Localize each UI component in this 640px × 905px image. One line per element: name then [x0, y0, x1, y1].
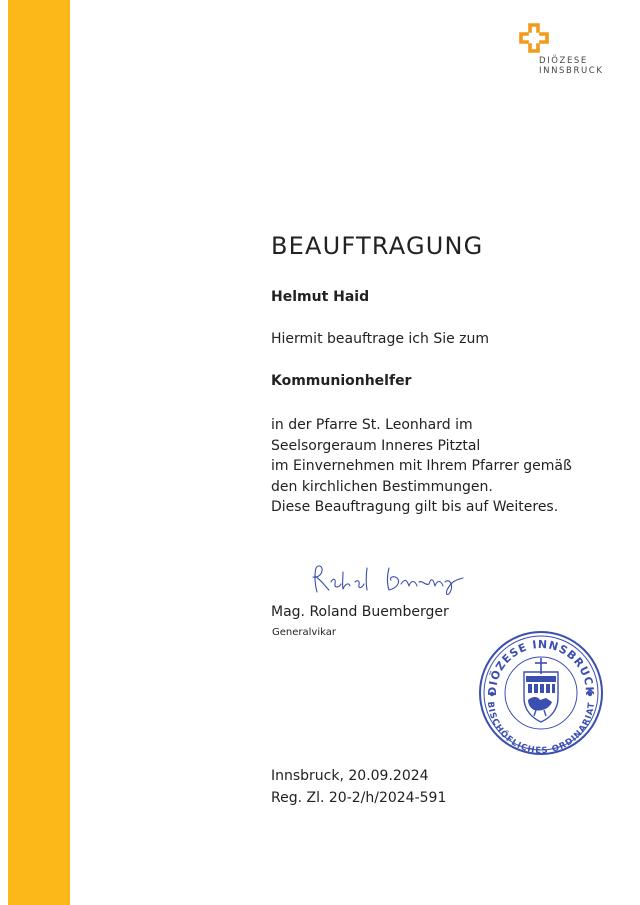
signer-name: Mag. Roland Buemberger	[271, 604, 449, 620]
body-line: in der Pfarre St. Leonhard im	[271, 417, 473, 433]
seal-coat-of-arms-icon	[524, 658, 558, 722]
body-line: den kirchlichen Bestimmungen.	[271, 478, 493, 495]
logo-text-line-1: DIÖZESE	[539, 56, 588, 66]
decorative-side-stripe	[8, 0, 70, 905]
body-text	[271, 415, 572, 518]
seal-bottom-text: BISCHÖFLICHES ORDINARIAT	[484, 701, 598, 757]
handwritten-signature	[305, 562, 485, 598]
diocese-logo	[519, 23, 609, 83]
registration-number: Reg. Zl. 20-2/h/2024-591	[271, 790, 447, 806]
place-and-date: Innsbruck, 20.09.2024	[271, 768, 429, 784]
recipient-name: Helmut Haid	[271, 289, 370, 305]
cross-logo-icon	[519, 23, 549, 53]
official-seal-stamp	[476, 628, 606, 758]
document-title: BEAUFTRAGUNG	[271, 232, 484, 260]
signer-title: Generalvikar	[272, 627, 336, 638]
logo-text-line-2: INNSBRUCK	[539, 66, 604, 76]
intro-text: Hiermit beauftrage ich Sie zum	[271, 331, 490, 347]
body-line: Seelsorgeraum Inneres Pitztal	[271, 437, 481, 454]
body-line: Diese Beauftragung gilt bis auf Weiteres.	[271, 499, 559, 515]
seal-top-text: DIÖZESE INNSBRUCK	[485, 637, 597, 697]
assigned-role: Kommunionhelfer	[271, 373, 412, 389]
body-line: im Einvernehmen mit Ihrem Pfarrer gemäß	[271, 458, 572, 474]
